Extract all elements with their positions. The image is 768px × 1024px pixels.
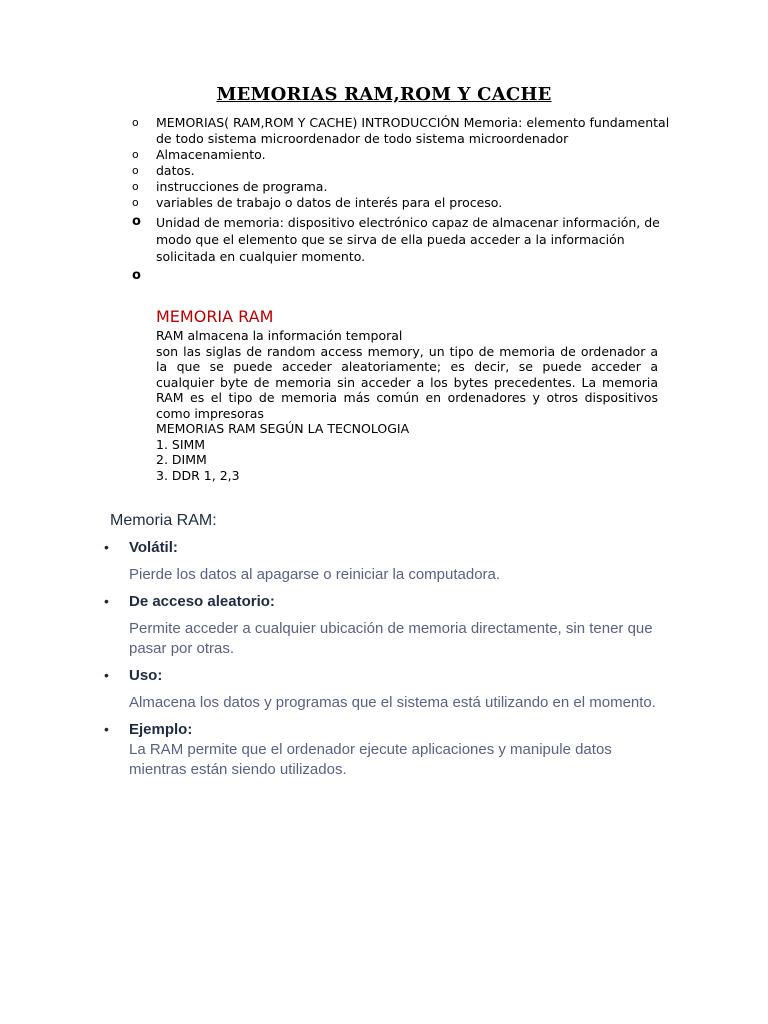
characteristic-desc: Permite acceder a cualquier ubicación de memoria directamente, sin tener que pasar por otras. — [129, 620, 653, 657]
section-title: Memoria RAM: — [110, 512, 217, 529]
tech-list-title: MEMORIAS RAM SEGÚN LA TECNOLOGIA — [156, 421, 410, 436]
bullet-marker: o — [132, 164, 139, 177]
characteristic-term: Uso: — [129, 667, 163, 684]
section-heading: MEMORIA RAM — [156, 307, 274, 326]
characteristic-desc: Almacena los datos y programas que el sistema está utilizando en el momento. — [129, 694, 656, 711]
characteristic-term: Ejemplo: — [129, 721, 193, 738]
bullet-marker: o — [132, 116, 139, 129]
bullet-dot: • — [104, 667, 109, 683]
list-item — [132, 163, 672, 179]
tech-list-item: 3. DDR 1, 2,3 — [156, 467, 240, 483]
list-item — [132, 214, 672, 265]
characteristic-item — [104, 592, 670, 659]
document-title: MEMORIAS RAM,ROM Y CACHE — [216, 84, 552, 105]
characteristic-item — [104, 720, 670, 780]
list-item — [132, 195, 672, 211]
tech-list-item: 2. DIMM — [156, 452, 207, 467]
bullet-dot: • — [104, 539, 109, 555]
bullet-dot: • — [104, 721, 109, 737]
list-item-text: datos. — [156, 163, 195, 178]
list-item-text: MEMORIAS( RAM,ROM Y CACHE) INTRODUCCIÓN Memoria: elemento fundamental de todo sistema microordenador de todo sistema microordenador — [156, 115, 670, 146]
characteristic-desc: Pierde los datos al apagarse o reiniciar la computadora. — [129, 566, 501, 583]
characteristic-item — [104, 666, 670, 713]
bullet-marker: o — [132, 196, 139, 209]
ram-paragraph: son las siglas de random access memory, un tipo de memoria de ordenador a la que se puede acceder aleatoriamente; es decir, se puede acceder a cualquier byte de memoria sin acceder a los bytes precedentes. La memoria RAM es el tipo de memoria más común en ordenadores y otros dispositivos como impresoras — [156, 343, 658, 421]
list-item-text: Unidad de memoria: dispositivo electrónico capaz de almacenar información, de modo que el elemento que se sirva de ella pueda acceder a la información solicitada en cualquier momento. — [156, 215, 660, 264]
list-item — [132, 115, 672, 147]
bullet-dot: • — [104, 593, 109, 609]
intro-bullet-list — [132, 115, 672, 289]
ram-intro-line: RAM almacena la información temporal — [156, 328, 403, 343]
characteristic-term: Volátil: — [129, 539, 178, 556]
bullet-marker: o — [132, 180, 139, 193]
characteristic-term: De acceso aleatorio: — [129, 593, 275, 610]
list-item — [132, 147, 672, 163]
bullet-marker: o — [132, 214, 141, 229]
ram-characteristics-section — [104, 512, 670, 780]
characteristic-desc: La RAM permite que el ordenador ejecute aplicaciones y manipule datos mientras están siendo utilizados. — [129, 741, 612, 778]
list-item — [132, 179, 672, 195]
list-item-text: variables de trabajo o datos de interés para el proceso. — [156, 195, 503, 210]
list-item-text: Almacenamiento. — [156, 147, 266, 162]
characteristic-item — [104, 538, 670, 585]
list-item-empty — [132, 269, 672, 289]
bullet-marker: o — [132, 268, 141, 283]
tech-list-item: 1. SIMM — [156, 436, 206, 452]
list-item-text: instrucciones de programa. — [156, 179, 328, 194]
bullet-marker: o — [132, 148, 139, 161]
memoria-ram-section — [156, 307, 658, 483]
